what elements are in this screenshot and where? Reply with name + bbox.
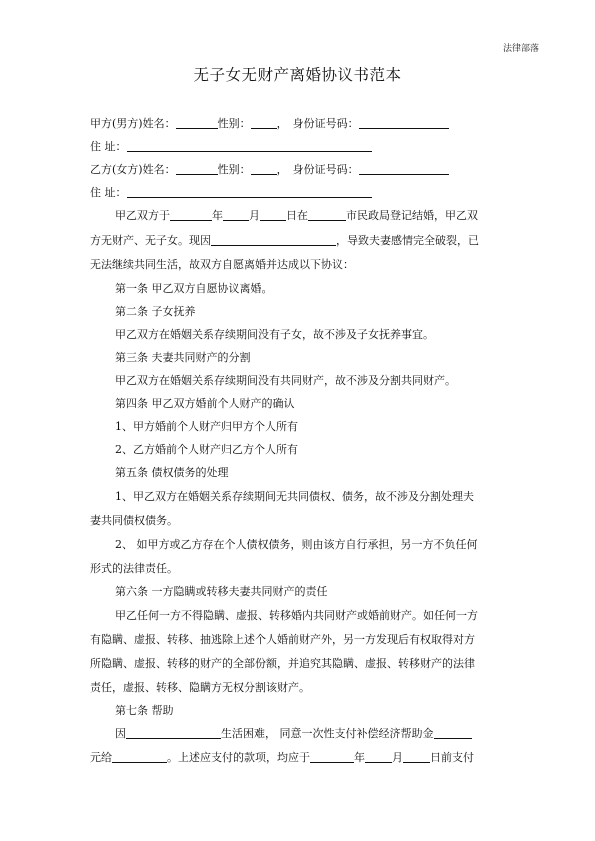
party-b-id-label: 身份证号码： — [292, 163, 359, 176]
header-tag: 法律部落 — [502, 44, 539, 54]
party-a-gender-sep: ， — [276, 117, 288, 130]
marriage-year-blank[interactable] — [170, 209, 212, 221]
party-a-name-blank[interactable] — [176, 117, 218, 129]
marriage-month-blank[interactable] — [223, 209, 249, 221]
year-label: 年 — [212, 209, 223, 222]
party-a-id-label: 身份证号码： — [292, 117, 359, 130]
article-6-line-3: 所隐瞒、虚报、转移的财产的全部份额，并追究其隐瞒、虚报、转移财产的法律 — [90, 657, 475, 670]
party-a-name-line — [90, 117, 515, 131]
article-5-item-2-line-2: 形式的法律责任。 — [90, 562, 178, 575]
party-b-id-blank[interactable] — [359, 163, 449, 175]
article-7-line-2 — [90, 751, 515, 765]
payment-year-blank[interactable] — [310, 751, 354, 763]
intro-line-3: 无法继续共同生活，故双方自愿离婚并达成以下协议： — [90, 258, 354, 271]
article-4-item-1: 1、甲方婚前个人财产归甲方个人所有 — [115, 420, 298, 433]
party-b-name-blank[interactable] — [176, 163, 218, 175]
article-2-body: 甲乙双方在婚姻关系存续期间没有子女，故不涉及子女抚养事宜。 — [115, 328, 434, 341]
divorce-reason-blank[interactable] — [211, 234, 336, 246]
payment-month-blank[interactable] — [365, 751, 392, 763]
payment-amount-blank[interactable] — [434, 727, 472, 739]
intro-text: ，导致夫妻感情完全破裂，已 — [336, 234, 479, 247]
payee-blank[interactable] — [112, 751, 167, 763]
party-a-name-label: 甲方(男方)姓名： — [90, 117, 176, 130]
article-5-item-1-line-2: 妻共同债权债务。 — [90, 514, 178, 527]
intro-text: 市民政局登记结婚，甲乙双 — [346, 209, 478, 222]
party-b-name-label: 乙方(女方)姓名： — [90, 163, 176, 176]
article-6-line-2: 有隐瞒、虚报、转移、抽逃除上述个人婚前财产外，另一方发现后有权取得对方 — [90, 633, 475, 646]
article-4-item-2: 2、乙方婚前个人财产归乙方个人所有 — [115, 443, 298, 456]
article-5-item-2-line-1: 2、 如甲方或乙方存在个人债权债务，则由该方自行承担，另一方不负任何 — [115, 538, 478, 551]
party-a-id-blank[interactable] — [359, 117, 449, 129]
article-7-heading: 第七条 帮助 — [115, 704, 174, 717]
article-7-text: 日前支付 — [430, 751, 474, 764]
article-5-heading: 第五条 债权债务的处理 — [115, 466, 229, 479]
party-a-gender-label: 性别： — [217, 117, 251, 130]
party-a-address-blank[interactable] — [127, 140, 372, 152]
party-b-address-blank[interactable] — [127, 186, 372, 198]
intro-line-2 — [90, 234, 515, 248]
party-a-address-label: 住 址： — [90, 140, 127, 153]
party-a-gender-blank[interactable] — [251, 117, 277, 129]
year-label: 年 — [354, 751, 365, 764]
party-b-gender-sep: ， — [276, 163, 288, 176]
article-6-line-1: 甲乙任何一方不得隐瞒、虚报、转移婚内共同财产或婚前财产。如任何一方 — [115, 609, 478, 622]
intro-text: 方无财产、无子女。现因 — [90, 234, 211, 247]
article-5-item-1-line-1: 1、甲乙双方在婚姻关系存续期间无共同债权、债务，故不涉及分割处理夫 — [115, 490, 474, 503]
article-7-text: 生活困难， 同意一次性支付补偿经济帮助金 — [221, 727, 434, 740]
party-b-address-label: 住 址： — [90, 186, 127, 199]
day-label: 日在 — [286, 209, 308, 222]
party-b-name-line — [90, 163, 515, 177]
document-title: 无子女无财产离婚协议书范本 — [193, 66, 402, 84]
city-blank[interactable] — [308, 209, 346, 221]
article-7-line-1 — [115, 727, 515, 741]
article-7-text: 元给 — [90, 751, 112, 764]
payment-day-blank[interactable] — [403, 751, 430, 763]
marriage-day-blank[interactable] — [260, 209, 286, 221]
party-b-gender-blank[interactable] — [251, 163, 277, 175]
article-3-body: 甲乙双方在婚姻关系存续期间没有共同财产，故不涉及分割共同财产。 — [115, 374, 456, 387]
article-6-heading: 第六条 一方隐瞒或转移夫妻共同财产的责任 — [115, 585, 328, 598]
month-label: 月 — [392, 751, 403, 764]
party-b-gender-label: 性别： — [217, 163, 251, 176]
article-1-heading: 第一条 甲乙双方自愿协议离婚。 — [115, 282, 273, 295]
article-7-text: 。上述应支付的款项，均应于 — [167, 751, 310, 764]
article-3-heading: 第三条 夫妻共同财产的分割 — [115, 351, 251, 364]
party-b-address-line — [90, 186, 515, 200]
recipient-blank[interactable] — [126, 727, 221, 739]
article-6-line-4: 责任，虚报、转移、隐瞒方无权分割该财产。 — [90, 681, 310, 694]
article-7-text: 因 — [115, 727, 126, 740]
month-label: 月 — [249, 209, 260, 222]
article-2-heading: 第二条 子女抚养 — [115, 305, 196, 318]
party-a-address-line — [90, 140, 515, 154]
article-4-heading: 第四条 甲乙双方婚前个人财产的确认 — [115, 397, 295, 410]
intro-line-1 — [115, 209, 515, 223]
intro-text: 甲乙双方于 — [115, 209, 170, 222]
